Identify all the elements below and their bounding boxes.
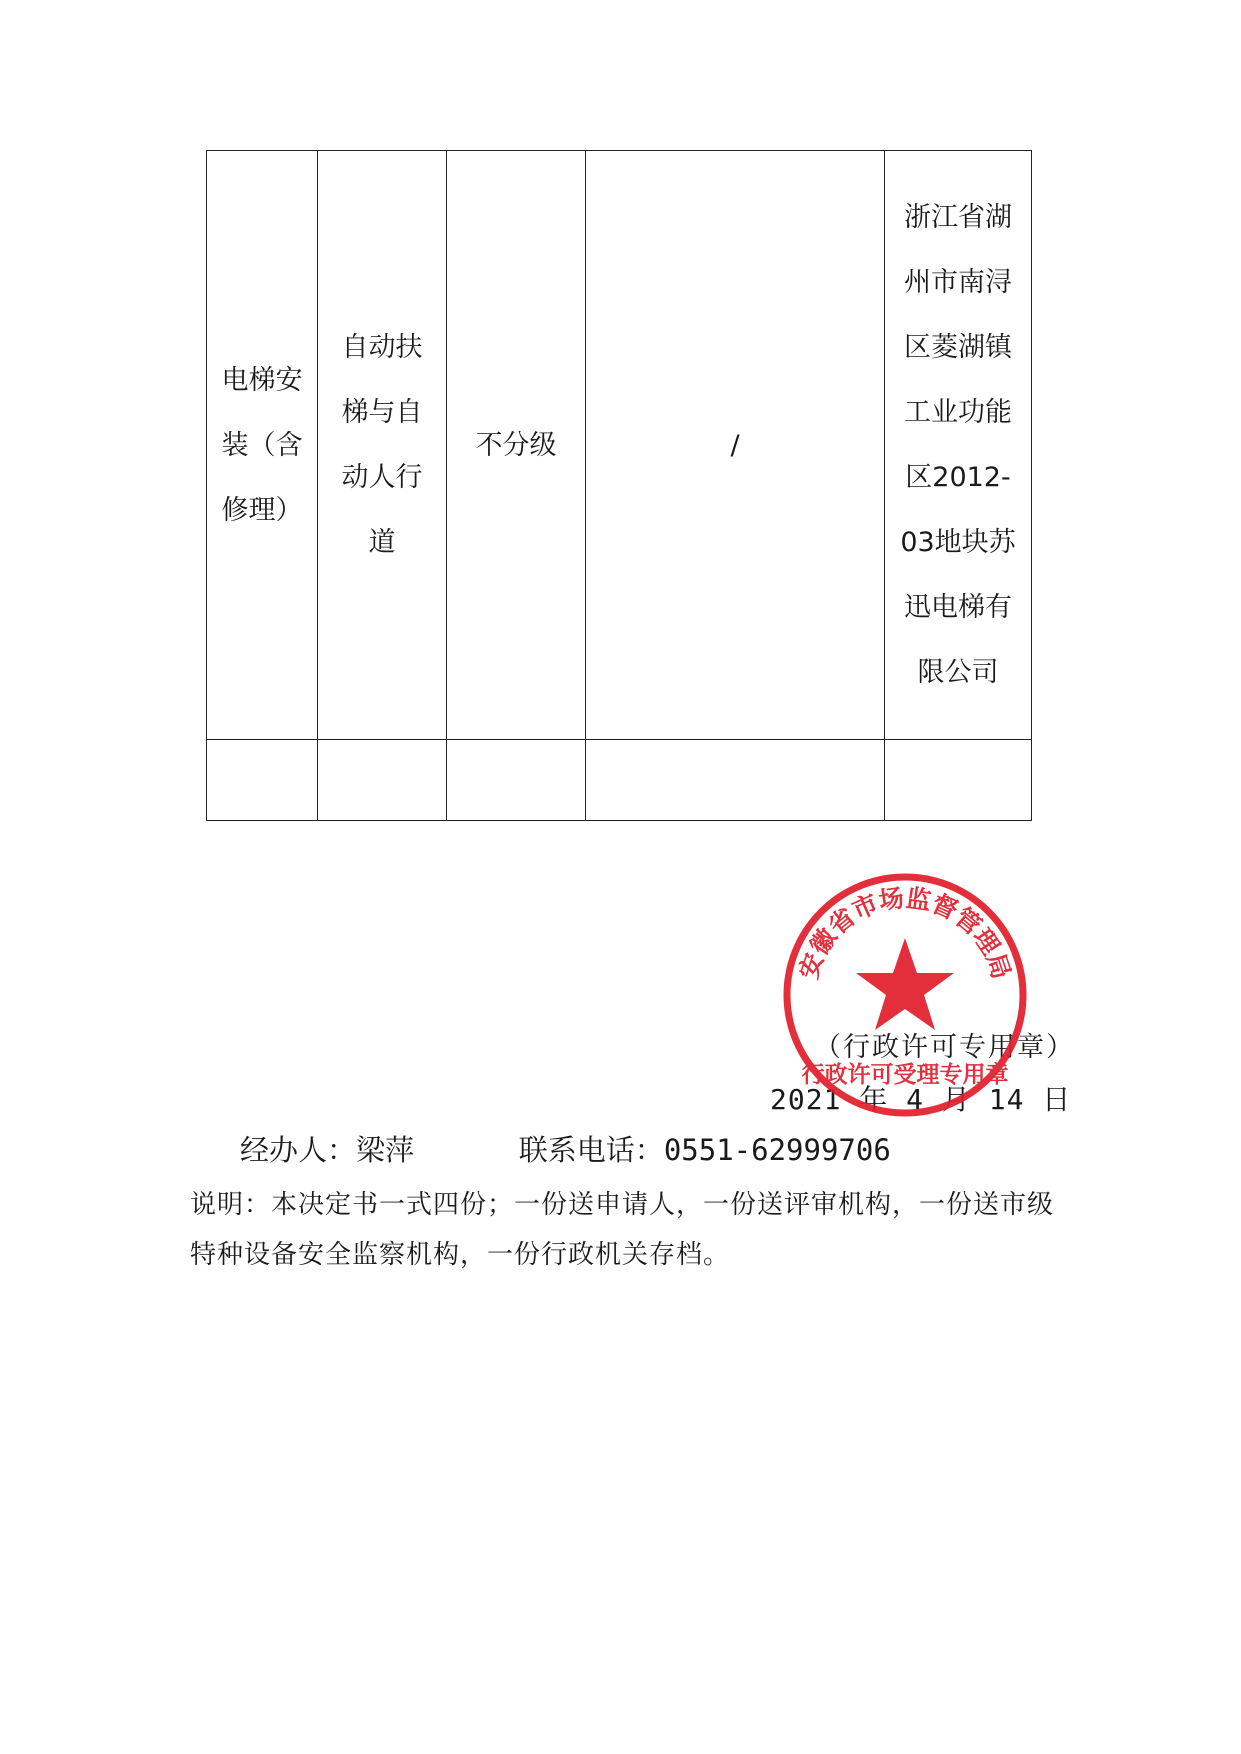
official-seal-stamp — [780, 870, 1030, 1120]
phone-label: 联系电话： — [518, 1133, 664, 1167]
table-row — [207, 740, 1032, 821]
parameter-text: / — [730, 429, 740, 461]
phone-number: 0551-62999706 — [663, 1133, 891, 1167]
category-cell — [318, 151, 447, 740]
project-cell — [207, 151, 318, 740]
category-cell — [318, 740, 447, 821]
table-row — [207, 151, 1032, 740]
level-cell — [447, 151, 586, 740]
level-cell — [447, 740, 586, 821]
license-items-table — [206, 150, 1032, 821]
address-cell — [885, 151, 1032, 740]
seal-label: （行政许可专用章） — [814, 1032, 1075, 1063]
parameter-cell — [586, 151, 885, 740]
explanation-note: 说明：本决定书一式四份；一份送申请人，一份送评审机构，一份送市级特种设备安全监察机构，一份行政机关存档。 — [190, 1190, 1055, 1270]
category-text: 自动扶梯与自动人行道 — [341, 332, 423, 558]
level-text: 不分级 — [475, 429, 557, 461]
handler-label: 经办人： — [240, 1133, 357, 1167]
seal-top-text: 安徽省市场监督管理局 — [793, 883, 1017, 983]
project-text: 电梯安装（含修理） — [221, 364, 303, 526]
star-icon — [856, 938, 954, 1030]
seal-bottom-text: 行政许可受理专用章 — [801, 1062, 1009, 1088]
parameter-cell — [586, 740, 885, 821]
decision-date: 2021 年 4 月 14 日 — [770, 1083, 1072, 1116]
handler-name: 梁萍 — [356, 1133, 415, 1167]
handler-line — [240, 1128, 891, 1169]
project-cell — [207, 740, 318, 821]
address-text: 浙江省湖州市南浔区菱湖镇工业功能区2012-03地块苏迅电梯有限公司 — [900, 202, 1016, 688]
address-cell — [885, 740, 1032, 821]
